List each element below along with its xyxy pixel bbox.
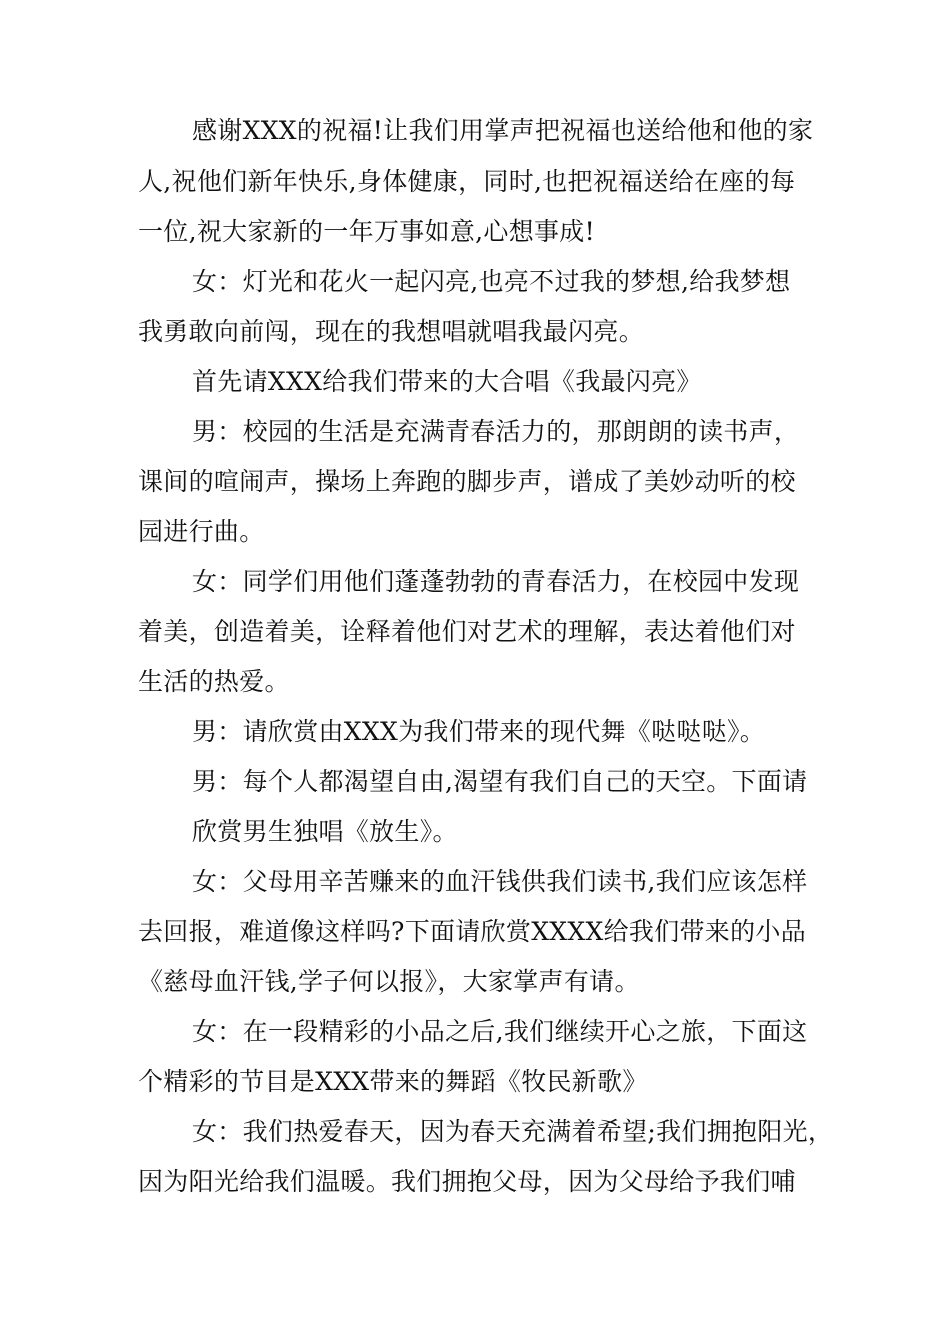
text-line-20: 个精彩的节目是XXX带来的舞蹈《牧民新歌》	[138, 1067, 648, 1096]
text-line-14: 男：每个人都渴望自由,渴望有我们自己的天空。下面请	[192, 767, 808, 796]
text-line-19: 女：在一段精彩的小品之后,我们继续开心之旅，下面这	[192, 1017, 808, 1046]
text-line-12: 生活的热爱。	[138, 667, 290, 696]
text-line-8: 课间的喧闹声，操场上奔跑的脚步声，谱成了美妙动听的校	[138, 467, 796, 496]
text-line-7: 男：校园的生活是充满青春活力的，那朗朗的读书声，	[192, 417, 800, 446]
text-line-5: 我勇敢向前闯，现在的我想唱就唱我最闪亮。	[138, 317, 645, 346]
text-line-2: 人,祝他们新年快乐,身体健康，同时,也把祝福送给在座的每	[138, 167, 796, 196]
text-line-16: 女：父母用辛苦赚来的血汗钱供我们读书,我们应该怎样	[192, 867, 808, 896]
text-line-4: 女：灯光和花火一起闪亮,也亮不过我的梦想,给我梦想	[192, 267, 791, 296]
text-line-18: 《慈母血汗钱,学子何以报》，大家掌声有请。	[138, 967, 640, 996]
text-line-15: 欣赏男生独唱《放生》。	[192, 817, 458, 846]
text-line-11: 着美，创造着美，诠释着他们对艺术的理解，表达着他们对	[138, 617, 796, 646]
text-line-6: 首先请XXX给我们带来的大合唱《我最闪亮》	[192, 367, 702, 396]
text-line-10: 女：同学们用他们蓬蓬勃勃的青春活力，在校园中发现	[192, 567, 800, 596]
text-line-1: 感谢XXX的祝福!让我们用掌声把祝福也送给他和他的家	[192, 116, 814, 145]
text-line-13: 男：请欣赏由XXX为我们带来的现代舞《哒哒哒》。	[192, 717, 766, 746]
text-line-9: 园进行曲。	[138, 517, 265, 546]
text-line-3: 一位,祝大家新的一年万事如意,心想事成!	[138, 217, 595, 246]
text-line-22: 因为阳光给我们温暖。我们拥抱父母，因为父母给予我们哺	[138, 1167, 796, 1196]
text-line-21: 女：我们热爱春天，因为春天充满着希望;我们拥抱阳光，	[192, 1117, 834, 1146]
text-line-17: 去回报，难道像这样吗?下面请欣赏XXXX给我们带来的小品	[138, 917, 806, 946]
